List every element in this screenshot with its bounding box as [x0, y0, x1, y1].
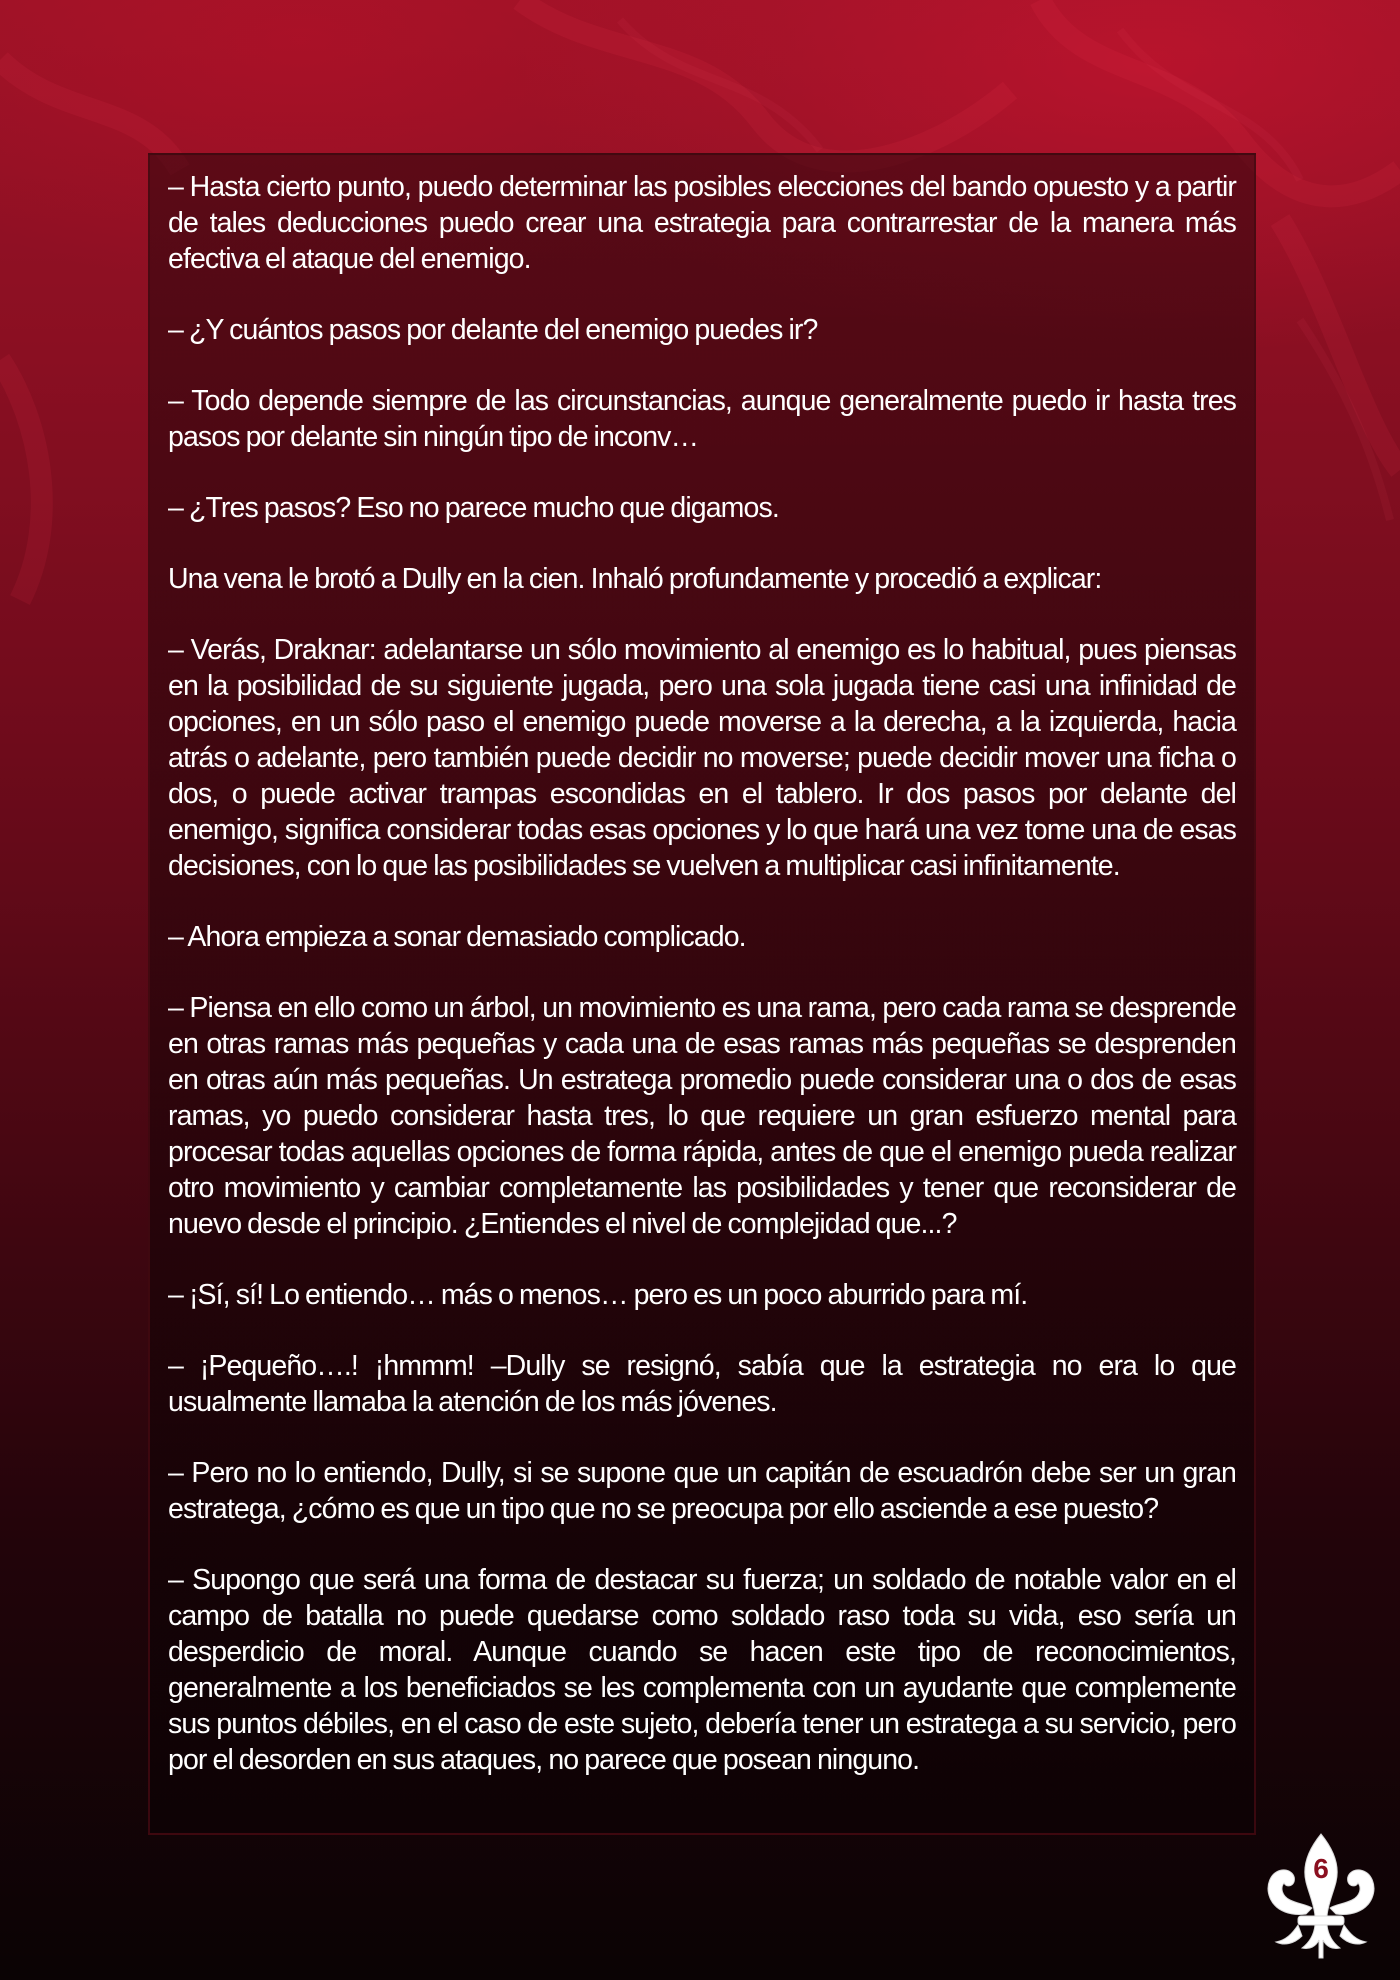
paragraph: – Supongo que será una forma de destacar su fuerza; un soldado de notable valor en el campo de batalla no puede quedarse como soldado raso toda su vida, eso sería un desperdicio de moral. Aunque cuando se hacen este tipo de reconocimientos, generalmente a los beneficiados se les complementa con un ayudante que complemente sus puntos débiles, en el caso de este sujeto, debería tener un estratega a su servicio, pero por el desorden en sus ataques, no parece que posean ninguno.: [168, 1564, 1236, 1776]
paragraph: – Hasta cierto punto, puedo determinar las posibles elecciones del bando opuesto y a partir de tales deducciones puedo crear una estrategia para contrarrestar de la manera más efectiva el ataque del enemigo.: [168, 171, 1236, 275]
paragraph: – ¡Sí, sí! Lo entiendo… más o menos… pero es un poco aburrido para mí.: [168, 1279, 1028, 1311]
paragraph: – Piensa en ello como un árbol, un movimiento es una rama, pero cada rama se desprende en otras ramas más pequeñas y cada una de esas ramas más pequeñas se desprenden en otras aún más pequeñas. Un estratega promedio puede considerar una o dos de esas ramas, yo puedo considerar hasta tres, lo que requiere un gran esfuerzo mental para procesar todas aquellas opciones de forma rápida, antes de que el enemigo pueda realizar otro movimiento y cambiar completamente las posibilidades y tener que reconsiderar de nuevo desde el principio. ¿Entiendes el nivel de complejidad que...?: [168, 992, 1236, 1240]
paragraph: – Ahora empieza a sonar demasiado complicado.: [168, 921, 746, 953]
fleur-de-lis-icon: [1262, 1830, 1380, 1960]
paragraph: – ¿Y cuántos pasos por delante del enemigo puedes ir?: [168, 314, 818, 346]
paragraph: Una vena le brotó a Dully en la cien. Inhaló profundamente y procedió a explicar:: [168, 563, 1102, 595]
paragraph: – Verás, Draknar: adelantarse un sólo movimiento al enemigo es lo habitual, pues piensas en la posibilidad de su siguiente jugada, pero una sola jugada tiene casi una infinidad de opciones, en un sólo paso el enemigo puede moverse a la derecha, a la izquierda, hacia atrás o adelante, pero también puede decidir no moverse; puede decidir mover una ficha o dos, o puede activar trampas escondidas en el tablero. Ir dos pasos por delante del enemigo, significa considerar todas esas opciones y lo que hará una vez tome una de esas decisiones, con lo que las posibilidades se vuelven a multiplicar casi infinitamente.: [168, 634, 1236, 882]
paragraph: – ¿Tres pasos? Eso no parece mucho que digamos.: [168, 492, 779, 524]
paragraph: – Todo depende siempre de las circunstancias, aunque generalmente puedo ir hasta tres pasos por delante sin ningún tipo de inconv…: [168, 385, 1236, 453]
page-number: 6: [1313, 1853, 1329, 1884]
paragraph: – ¡Pequeño….! ¡hmmm! –Dully se resignó, sabía que la estrategia no era lo que usualmente llamaba la atención de los más jóvenes.: [168, 1350, 1236, 1418]
text-panel: [148, 153, 1256, 1835]
paragraph: – Pero no lo entiendo, Dully, si se supone que un capitán de escuadrón debe ser un gran estratega, ¿cómo es que un tipo que no se preocupa por ello asciende a ese puesto?: [168, 1457, 1236, 1525]
